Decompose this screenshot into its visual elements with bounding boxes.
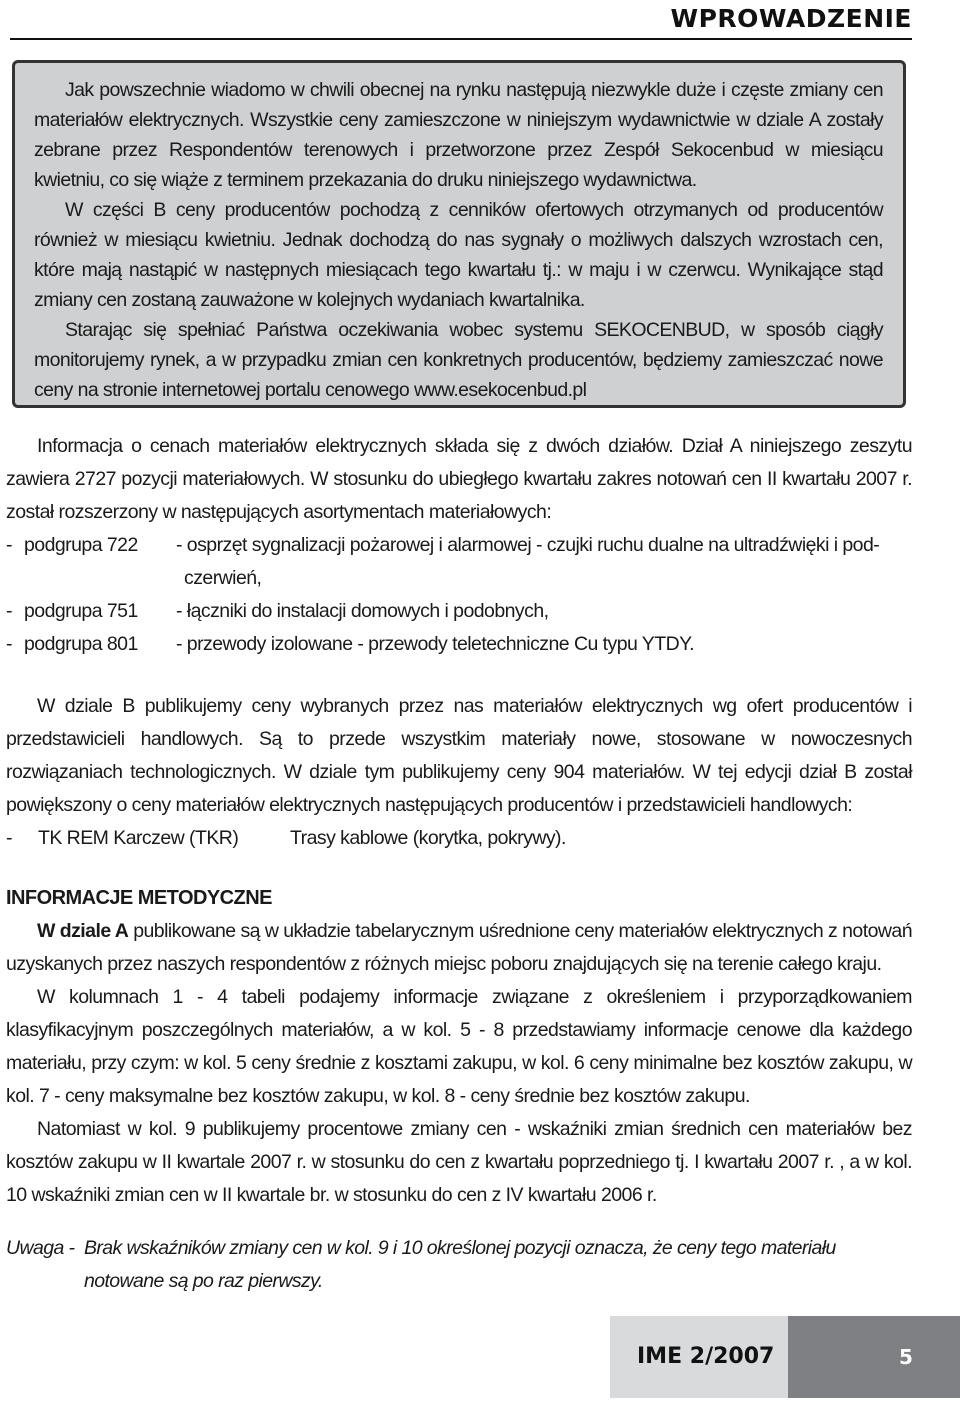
- section-a-intro: Informacja o cenach materiałów elektrycznych składa się z dwóch działów. Dział A niniejszego zeszytu zawiera 2727 pozycji materiałowych. W stosunku do ubiegłego kwartału zakres notowań cen II kwartału 2007 r. został rozszerzony w następujących asortymentach materiałowych:: [6, 435, 912, 523]
- list-desc: - łączniki do instalacji domowych i podobnych,: [176, 600, 549, 622]
- list-desc: - osprzęt sygnalizacji pożarowej i alarmowej - czujki ruchu dualne na ultradźwięki i pod-: [176, 534, 880, 556]
- intro-box: [12, 60, 906, 408]
- list-group: podgrupa 801: [24, 633, 138, 655]
- page-header-title: WPROWADZENIE: [670, 4, 912, 33]
- intro-paragraph-1: Jak powszechnie wiadomo w chwili obecnej na rynku następują niezwykle duże i częste zmiany cen materiałów elektrycznych. Wszystkie ceny zamieszczone w niniejszym wydawnictwie w dziale A zostały zebrane przez Respondentów terenowych i przetworzone przez Zespół Sekocenbud w miesiącu kwietniu, co się wiąże z terminem przekazania do druku niniejszego wydawnictwa.: [34, 79, 883, 191]
- methodology-bold-lead: W dziale A: [37, 920, 129, 942]
- footer-page-block: [788, 1316, 960, 1398]
- note: [6, 1232, 912, 1298]
- footer-issue: IME 2/2007: [637, 1344, 775, 1369]
- list-group: podgrupa 722: [24, 534, 138, 556]
- section-b: [6, 690, 912, 855]
- list-dash: -: [6, 633, 12, 655]
- list-group: podgrupa 751: [24, 600, 138, 622]
- methodology-paragraph-2: W kolumnach 1 - 4 tabeli podajemy informacje związane z określeniem i przyporządkowaniem klasyfikacyjnym poszczególnych materiałów, a w kol. 5 - 8 przedstawiamy informacje cenowe dla każdego materiału, przy czym: w kol. 5 ceny średnie z kosztami zakupu, w kol. 6 ceny minimalne bez kosztów zakupu, w kol. 7 - ceny maksymalne bez kosztów zakupu, w kol. 8 - ceny średnie bez kosztów zakupu.: [6, 986, 912, 1107]
- intro-paragraph-3: Starając się spełniać Państwa oczekiwania wobec systemu SEKOCENBUD, w sposób ciągły monitorujemy rynek, a w przypadku zmian cen konkretnych producentów, będziemy zamieszczać nowe ceny na stronie internetowej portalu cenowego www.esekocenbud.pl: [34, 319, 883, 401]
- section-a: [6, 430, 912, 661]
- methodology-section: [6, 882, 912, 1212]
- page-number: 5: [899, 1345, 913, 1369]
- list-desc-continuation: czerwień,: [184, 567, 262, 589]
- list-item: [6, 529, 912, 562]
- producer-item: [6, 822, 912, 855]
- list-item: [6, 595, 912, 628]
- list-desc: - przewody izolowane - przewody teletechniczne Cu typu YTDY.: [176, 633, 694, 655]
- list-dash: -: [6, 534, 12, 556]
- producer-name: TK REM Karczew (TKR): [38, 827, 239, 849]
- note-text: Brak wskaźników zmiany cen w kol. 9 i 10 określonej pozycji oznacza, że ceny tego materiału notowane są po raz pierwszy.: [84, 1237, 836, 1292]
- methodology-paragraph-1: [6, 915, 912, 981]
- note-label: Uwaga -: [6, 1237, 75, 1259]
- methodology-heading: INFORMACJE METODYCZNE: [6, 887, 272, 909]
- list-item: [6, 628, 912, 661]
- intro-paragraph-2: W części B ceny producentów pochodzą z cenników ofertowych otrzymanych od producentów również w miesiącu kwietniu. Jednak dochodzą do nas sygnały o możliwych dalszych wzrostach cen, które mają nastąpić w następnych miesiącach tego kwartału tj.: w maju i w czerwcu. Wynikające stąd zmiany cen zostaną zauważone w kolejnych wydaniach kwartalnika.: [34, 199, 883, 311]
- list-dash: -: [6, 827, 12, 849]
- list-dash: -: [6, 600, 12, 622]
- producer-desc: Trasy kablowe (korytka, pokrywy).: [290, 827, 566, 849]
- methodology-p1-text: publikowane są w układzie tabelarycznym uśrednione ceny materiałów elektrycznych z notowań uzyskanych przez naszych respondentów z różnych miejsc poboru znajdujących się na terenie całego kraju.: [6, 920, 912, 975]
- methodology-paragraph-3: Natomiast w kol. 9 publikujemy procentowe zmiany cen - wskaźniki zmian średnich cen materiałów bez kosztów zakupu w II kwartale 2007 r. w stosunku do cen z kwartału poprzedniego tj. I kwartału 2007 r. , a w kol. 10 wskaźniki zmian cen w II kwartale br. w stosunku do cen z IV kwartału 2006 r.: [6, 1118, 912, 1206]
- section-b-intro: W dziale B publikujemy ceny wybranych przez nas materiałów elektrycznych wg ofert producentów i przedstawicieli handlowych. Są to przede wszystkim materiały nowe, stosowane w nowoczesnych rozwiązaniach technologicznych. W dziale tym publikujemy ceny 904 materiałów. W tej edycji dział B został powiększony o ceny materiałów elektrycznych następujących producentów i przedstawicieli handlowych:: [6, 695, 912, 816]
- header-rule: [10, 38, 912, 40]
